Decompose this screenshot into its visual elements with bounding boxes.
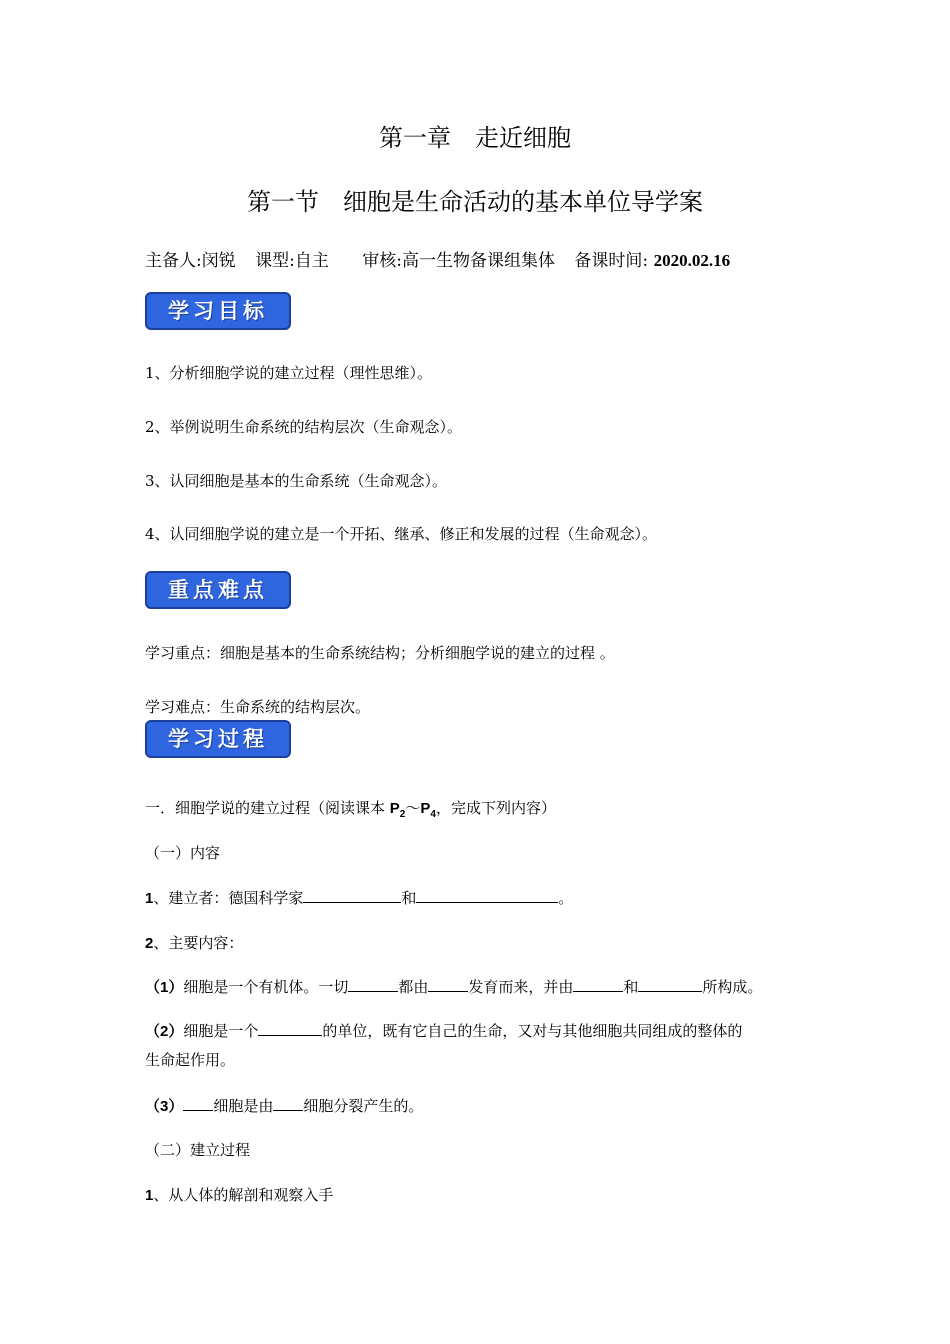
blank[interactable] (348, 977, 398, 992)
key-points-badge: 重点难点 (145, 571, 291, 609)
blank[interactable] (258, 1021, 322, 1036)
meta-line (145, 246, 730, 271)
objective-4: 4、认同细胞学说的建立是一个开拓、继承、修正和发展的过程（生命观念）。 (145, 525, 658, 543)
section-title: 第一节 细胞是生命活动的基本单位导学案 (247, 188, 703, 216)
difficulty: 学习难点：生命系统的结构层次。 (145, 698, 371, 716)
chapter-title: 第一章 走近细胞 (379, 124, 571, 152)
item-2: 2、主要内容： (145, 934, 244, 952)
item-1: 1、建立者：德国科学家 和 。 (145, 889, 574, 907)
item-3: 1、从人体的解剖和观察入手 (145, 1186, 334, 1204)
part-2-title: （二）建立过程 (145, 1141, 251, 1159)
blank[interactable] (273, 1096, 303, 1111)
key-point: 学习重点：细胞是基本的生命系统结构；分析细胞学说的建立的过程 。 (145, 644, 615, 662)
objective-1: 1、分析细胞学说的建立过程（理性思维）。 (145, 364, 433, 382)
objective-3: 3、认同细胞是基本的生命系统（生命观念）。 (145, 472, 448, 490)
objectives-badge: 学习目标 (145, 292, 291, 330)
blank[interactable] (638, 977, 702, 992)
objective-2: 2、举例说明生命系统的结构层次（生命观念）。 (145, 418, 463, 436)
sub-item-1: （1）细胞是一个有机体。一切 都由 发育而来，并由 和 所构成。 (145, 978, 763, 996)
time-label: 备课时间: (574, 251, 649, 271)
preparer: 主备人:闵锐 (145, 251, 236, 271)
lesson-type: 课型:自主 (255, 251, 329, 271)
blank[interactable] (303, 888, 401, 903)
time-value: 2020.02.16 (653, 251, 731, 270)
blank[interactable] (183, 1096, 213, 1111)
sub-item-3: （3） 细胞是由 细胞分裂产生的。 (145, 1097, 424, 1115)
sub-item-2-line-2: 生命起作用。 (145, 1051, 236, 1069)
reviewer: 审核:高一生物备课组集体 (362, 251, 556, 271)
section-1-heading: 一．细胞学说的建立过程（阅读课本 $P_2\sim P_4$，完成下列内容） (145, 799, 556, 820)
blank[interactable] (428, 977, 468, 992)
part-1-title: （一）内容 (145, 844, 221, 862)
blank[interactable] (573, 977, 623, 992)
process-badge: 学习过程 (145, 720, 291, 758)
sub-item-2: （2）细胞是一个 的单位，既有它自己的生命，又对与其他细胞共同组成的整体的 (145, 1022, 743, 1040)
blank[interactable] (416, 888, 558, 903)
